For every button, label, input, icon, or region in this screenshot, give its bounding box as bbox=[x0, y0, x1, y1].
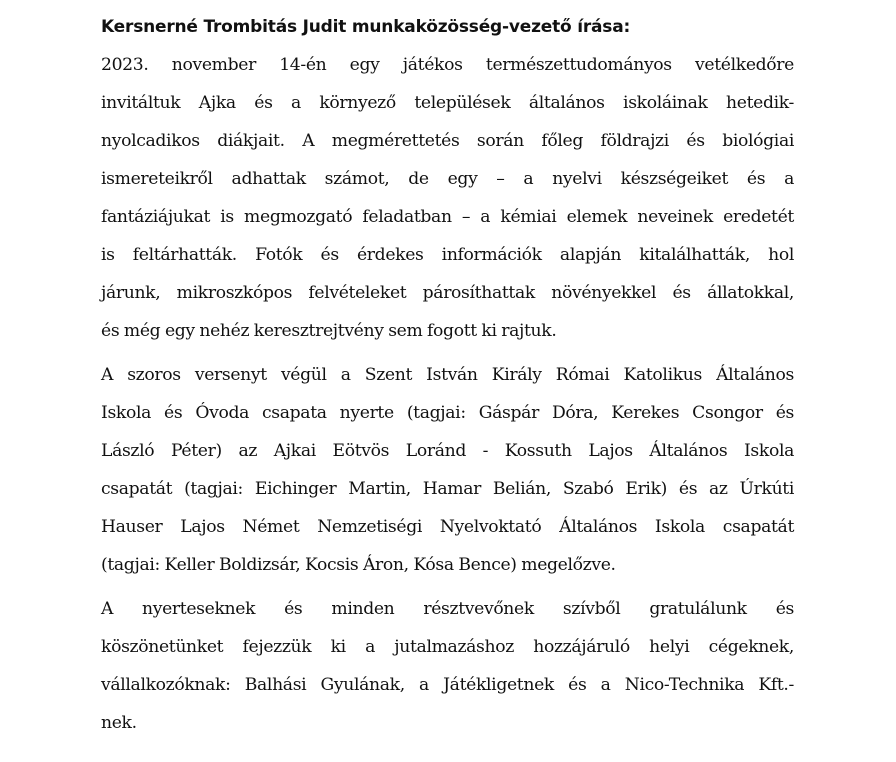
paragraph-line: 2023. november 14-én egy játékos természettudományos vetélkedőre bbox=[101, 55, 794, 75]
document-page bbox=[101, 14, 794, 748]
paragraph-2 bbox=[101, 356, 794, 584]
paragraph-line: nek. bbox=[101, 713, 137, 733]
paragraph-line: László Péter) az Ajkai Eötvös Loránd - Kossuth Lajos Általános Iskola bbox=[101, 441, 794, 461]
paragraph-line: Hauser Lajos Német Nemzetiségi Nyelvoktató Általános Iskola csapatát bbox=[101, 517, 794, 537]
paragraph-line: A szoros versenyt végül a Szent István Király Római Katolikus Általános bbox=[101, 365, 794, 385]
paragraph-line: ismereteikről adhattak számot, de egy – a nyelvi készségeiket és a bbox=[101, 169, 794, 189]
paragraph-line: Iskola és Óvoda csapata nyerte (tagjai: Gáspár Dóra, Kerekes Csongor és bbox=[101, 403, 794, 423]
paragraph-line: A nyerteseknek és minden résztvevőnek szívből gratulálunk és bbox=[101, 599, 794, 619]
paragraph-line: és még egy nehéz keresztrejtvény sem fogott ki rajtuk. bbox=[101, 321, 557, 341]
paragraph-1 bbox=[101, 46, 794, 350]
paragraph-line: invitáltuk Ajka és a környező települések általános iskoláinak hetedik- bbox=[101, 93, 794, 113]
paragraph-line: járunk, mikroszkópos felvételeket párosíthattak növényekkel és állatokkal, bbox=[101, 283, 794, 303]
paragraph-3 bbox=[101, 590, 794, 742]
paragraph-line: is feltárhatták. Fotók és érdekes információk alapján kitalálhatták, hol bbox=[101, 245, 794, 265]
paragraph-line: köszönetünket fejezzük ki a jutalmazáshoz hozzájáruló helyi cégeknek, bbox=[101, 637, 794, 657]
paragraph-line: vállalkozóknak: Balhási Gyulának, a Játékligetnek és a Nico-Technika Kft.- bbox=[101, 675, 794, 695]
paragraph-line: fantáziájukat is megmozgató feladatban – a kémiai elemek neveinek eredetét bbox=[101, 207, 794, 227]
paragraph-line: (tagjai: Keller Boldizsár, Kocsis Áron, Kósa Bence) megelőzve. bbox=[101, 555, 616, 575]
document-heading: Kersnerné Trombitás Judit munkaközösség-vezető írása: bbox=[101, 17, 631, 37]
paragraph-line: csapatát (tagjai: Eichinger Martin, Hamar Belián, Szabó Erik) és az Úrkúti bbox=[101, 479, 794, 499]
paragraph-line: nyolcadikos diákjait. A megmérettetés során főleg földrajzi és biológiai bbox=[101, 131, 794, 151]
